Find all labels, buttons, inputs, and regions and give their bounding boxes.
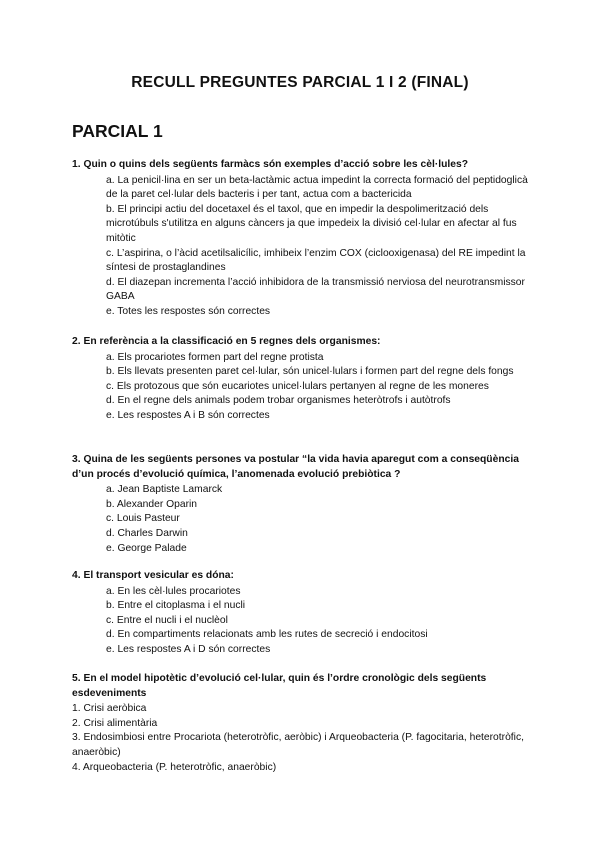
question-4-options <box>72 585 532 658</box>
question-5-event-3: 3. Endosimbiosi entre Procariota (heterotròfic, aeròbic) i Arqueobacteria (P. fagocitaria, heterotròfic, anaeròbic) <box>72 732 524 758</box>
question-2-text: 2. En referència a la classificació en 5 regnes dels organismes: <box>72 336 381 347</box>
question-4-text: 4. El transport vesicular es dóna: <box>72 570 234 581</box>
question-2-option-b: b. Els llevats presenten paret cel·lular, són unicel·lulars i formen part del regne dels fongs <box>106 366 514 378</box>
question-4-option-b: b. Entre el citoplasma i el nucli <box>106 600 246 612</box>
question-5-event-2: 2. Crisi alimentària <box>72 717 158 729</box>
question-4-option-e: e. Les respostes A i D són correctes <box>106 643 271 655</box>
question-2-option-d: d. En el regne dels animals podem trobar organismes heteròtrofs i autòtrofs <box>106 395 451 407</box>
question-4-option-c: c. Entre el nucli i el nuclèol <box>106 614 228 626</box>
question-1-option-b: b. El principi actiu del docetaxel és el taxol, que en impedir la despolimerització dels microtúbuls s'utilitza en alguns càncers ja que impedeix la divisió cel·lular en afectar al fus mitòtic <box>106 203 517 244</box>
question-3-option-c: c. Louis Pasteur <box>106 513 180 525</box>
question-2-option-c: c. Els protozous que són eucariotes unicel·lulars pertanyen al regne de les moneres <box>106 380 489 392</box>
question-2-options <box>72 351 532 424</box>
question-5-text: 5. En el model hipotètic d’evolució cel·lular, quin és l’ordre cronològic dels següents esdeveniments <box>72 673 487 699</box>
question-1-option-e: e. Totes les respostes són correctes <box>106 305 271 317</box>
question-3-option-a: a. Jean Baptiste Lamarck <box>106 484 223 496</box>
question-5 <box>72 672 532 775</box>
question-2-option-a: a. Els procariotes formen part del regne protista <box>106 351 324 363</box>
question-3-option-e: e. George Palade <box>106 542 187 554</box>
section-title-parcial-1: PARCIAL 1 <box>72 121 163 141</box>
question-1-option-a: a. La penicil·lina en ser un beta-lactàmic actua impedint la correcta formació del peptidoglicà de la paret cel·lular dels bacteris i per tant, actua com a bactericida <box>106 174 528 201</box>
question-3 <box>72 453 532 556</box>
question-3-options <box>72 483 532 556</box>
question-1-option-c: c. L’aspirina, o l’àcid acetilsalicílic, imhibeix l’enzim COX (ciclooxigenasa) del RE impedint la síntesi de prostaglandines <box>106 247 526 274</box>
question-5-event-1: 1. Crisi aeròbica <box>72 703 147 715</box>
question-3-text: 3. Quina de les següents persones va postular “la vida havia aparegut com a conseqüència d’un procés d’evolució química, l’anomenada evolució prebiòtica ? <box>72 454 519 480</box>
question-3-option-d: d. Charles Darwin <box>106 527 188 539</box>
question-2-option-e: e. Les respostes A i B són correctes <box>106 409 270 421</box>
question-4 <box>72 569 532 658</box>
question-1-options <box>72 174 532 320</box>
question-4-option-a: a. En les cèl·lules procariotes <box>106 585 241 597</box>
question-4-option-d: d. En compartiments relacionats amb les rutes de secreció i endocitosi <box>106 629 428 641</box>
question-5-event-4: 4. Arqueobacteria (P. heterotròfic, anaeròbic) <box>72 761 277 773</box>
question-2 <box>72 335 532 424</box>
document-title: RECULL PREGUNTES PARCIAL 1 I 2 (FINAL) <box>131 74 469 91</box>
question-1 <box>72 158 532 320</box>
question-1-text: 1. Quin o quins dels següents farmàcs són exemples d’acció sobre les cèl·lules? <box>72 159 468 170</box>
question-3-option-b: b. Alexander Oparin <box>106 498 198 510</box>
question-1-option-d: d. El diazepan incrementa l’acció inhibidora de la transmissió nerviosa del neurotransmissor GABA <box>106 276 525 303</box>
question-5-events <box>72 702 532 775</box>
